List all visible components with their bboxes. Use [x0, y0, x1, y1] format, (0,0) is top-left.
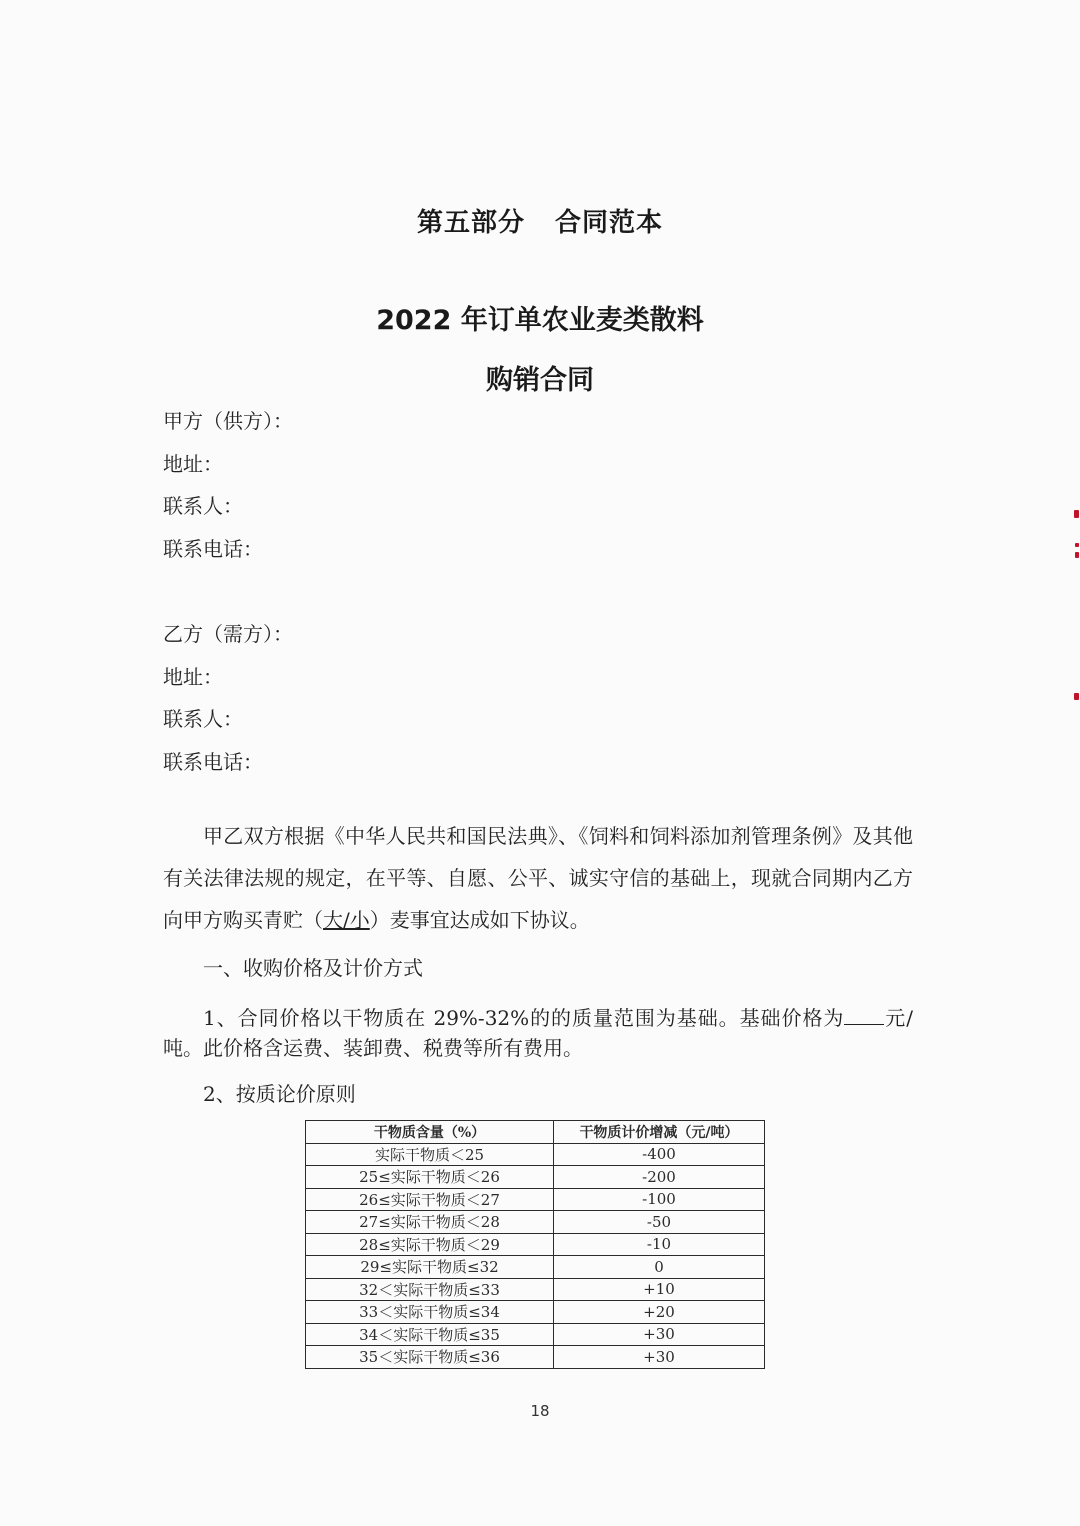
table-header-row: [306, 1121, 765, 1144]
dry-matter-price-table: [305, 1120, 765, 1369]
table-row: [306, 1301, 765, 1324]
adjustment-cell: +30: [554, 1346, 765, 1369]
adjustment-cell: +20: [554, 1301, 765, 1324]
range-cell: 25≤实际干物质＜26: [306, 1166, 554, 1189]
range-cell: 32＜实际干物质≤33: [306, 1278, 554, 1301]
adjustment-cell: -200: [554, 1166, 765, 1189]
table-row: [306, 1188, 765, 1211]
contract-title: 2022 年订单农业麦类散料: [376, 305, 704, 336]
header-price-adjustment: 干物质计价增减（元/吨）: [554, 1121, 765, 1144]
seal-edge-mark: [1074, 693, 1079, 700]
size-option: 大/小: [323, 908, 370, 932]
party-a-address: 地址：: [163, 452, 223, 476]
adjustment-cell: -50: [554, 1211, 765, 1234]
table-row: [306, 1166, 765, 1189]
table-row: [306, 1346, 765, 1369]
adjustment-cell: +10: [554, 1278, 765, 1301]
part-label: 第五部分: [416, 208, 525, 238]
adjustment-cell: -10: [554, 1233, 765, 1256]
table-row: [306, 1233, 765, 1256]
table-row: [306, 1278, 765, 1301]
adjustment-cell: -400: [554, 1143, 765, 1166]
page-number: 18: [530, 1402, 550, 1420]
table-row: [306, 1256, 765, 1279]
seal-edge-mark: [1074, 510, 1079, 518]
range-cell: 28≤实际干物质＜29: [306, 1233, 554, 1256]
seal-edge-mark: [1075, 552, 1079, 558]
adjustment-cell: 0: [554, 1256, 765, 1279]
base-price-blank: [844, 1006, 884, 1025]
range-cell: 实际干物质＜25: [306, 1143, 554, 1166]
range-cell: 26≤实际干物质＜27: [306, 1188, 554, 1211]
party-a-contact: 联系人：: [163, 494, 243, 518]
range-cell: 29≤实际干物质≤32: [306, 1256, 554, 1279]
party-a-phone: 联系电话：: [163, 537, 263, 561]
party-b-phone: 联系电话：: [163, 750, 263, 774]
range-cell: 35＜实际干物质≤36: [306, 1346, 554, 1369]
range-cell: 33＜实际干物质≤34: [306, 1301, 554, 1324]
clause-1: 1、合同价格以干物质在 29%-32%的的质量范围为基础。基础价格为 元/吨。此价格含运费、装卸费、税费等所有费用。: [163, 1006, 913, 1060]
adjustment-cell: -100: [554, 1188, 765, 1211]
party-b-address: 地址：: [163, 665, 223, 689]
header-dry-matter: 干物质含量（%）: [306, 1121, 554, 1144]
contract-subtitle: 购销合同: [486, 365, 594, 396]
part-name: 合同范本: [555, 208, 664, 238]
party-b-contact: 联系人：: [163, 707, 243, 731]
clause-2: 2、按质论价原则: [203, 1082, 356, 1106]
seal-edge-mark: [1075, 543, 1079, 547]
part-heading: [0, 202, 1080, 239]
range-cell: 34＜实际干物质≤35: [306, 1323, 554, 1346]
section-1-heading: 一、收购价格及计价方式: [203, 956, 423, 980]
table-row: [306, 1323, 765, 1346]
table-row: [306, 1211, 765, 1234]
intro-paragraph: 甲乙双方根据《中华人民共和国民法典》、《饲料和饲料添加剂管理条例》及其他有关法律法规的规定，在平等、自愿、公平、诚实守信的基础上，现就合同期内乙方向甲方购买青贮（大/小）麦事宜达成如下协议。: [163, 824, 913, 932]
table-row: [306, 1143, 765, 1166]
range-cell: 27≤实际干物质＜28: [306, 1211, 554, 1234]
party-b-label: 乙方（需方）：: [163, 622, 293, 646]
adjustment-cell: +30: [554, 1323, 765, 1346]
party-a-label: 甲方（供方）：: [163, 409, 293, 433]
